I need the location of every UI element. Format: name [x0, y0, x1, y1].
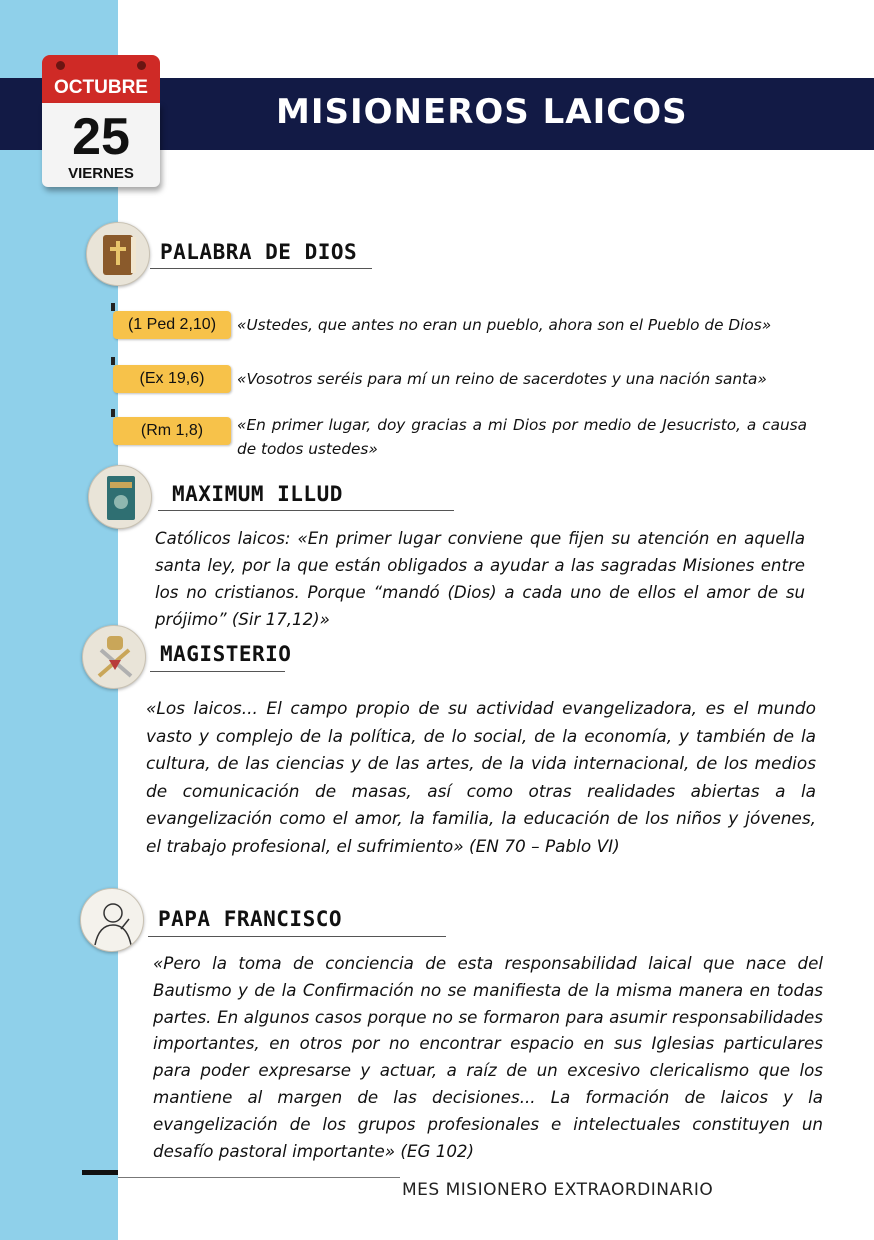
magisterio-text: «Los laicos... El campo propio de su actividad evangelizadora, es el mundo vasto y complejo de la política, de lo social, de la economía, y también de la cultura, de las ciencias y de las artes, de la vida internacional, de los medios de comunicación de masas, así como otras realidades abiertas a la evangelización como el amor, la familia, la educación de los niños y jóvenes, el trabajo profesional, el sufrimiento» (EN 70 – Pablo VI) [146, 698, 816, 856]
verse-text: «Vosotros seréis para mí un reino de sacerdotes y una nación santa» [237, 370, 767, 388]
calendar-ring-icon [137, 61, 146, 70]
page-title: MISIONEROS LAICOS [276, 92, 688, 132]
verse-ref-tag: (1 Ped 2,10) [113, 311, 231, 339]
calendar-body [42, 103, 160, 187]
calendar-badge [42, 55, 160, 190]
footer-line [118, 1177, 400, 1178]
section-title-papa: PAPA FRANCISCO [158, 907, 343, 931]
calendar-header [42, 55, 160, 103]
section-title-maximum: MAXIMUM ILLUD [172, 482, 343, 506]
section-underline [148, 936, 446, 937]
calendar-ring-icon [56, 61, 65, 70]
bible-icon [86, 222, 150, 286]
section-underline [150, 268, 372, 269]
footer-bar [82, 1170, 118, 1175]
section-title-palabra: PALABRA DE DIOS [160, 240, 358, 264]
book-cover-icon [88, 465, 152, 529]
section-title-magisterio: MAGISTERIO [160, 642, 292, 666]
verse-ref-tag: (Ex 19,6) [113, 365, 231, 393]
verse-text: «Ustedes, que antes no eran un pueblo, ahora son el Pueblo de Dios» [237, 316, 772, 334]
calendar-day: 25 [72, 108, 130, 166]
section-underline [158, 510, 454, 511]
papal-keys-icon [82, 625, 146, 689]
section-underline [150, 671, 285, 672]
pope-sketch-icon [80, 888, 144, 952]
maximum-illud-text: Católicos laicos: «En primer lugar conviene que fijen su atención en aquella santa ley, por la que están obligados a ayudar a las sagradas Misiones entre los no cristianos. Porque “mandó (Dios) a cada uno de ellos el amor de su prójimo” (Sir 17,12)» [155, 529, 805, 629]
papa-francisco-text: «Pero la toma de conciencia de esta responsabilidad laical que nace del Bautismo y de la Confirmación no se manifiesta de la misma manera en todas partes. En algunos casos porque no se formaron para asumir responsabilidades importantes, en otros por no encontrar espacio en sus Iglesias particulares para poder expresarse y actuar, a raíz de un excesivo clericalismo que los mantiene al margen de las decisiones... La formación de laicos y la evangelización de los grupos profesionales e intelectuales constituyen un desafío pastoral importante» (EG 102) [153, 953, 823, 1161]
calendar-weekday: VIERNES [68, 165, 134, 182]
footer-text: MES MISIONERO EXTRAORDINARIO [402, 1180, 714, 1200]
verse-ref-tag: (Rm 1,8) [113, 417, 231, 445]
calendar-month: OCTUBRE [54, 77, 148, 98]
verse-text: «En primer lugar, doy gracias a mi Dios por medio de Jesucristo, a causa de todos ustedes» [237, 416, 807, 458]
